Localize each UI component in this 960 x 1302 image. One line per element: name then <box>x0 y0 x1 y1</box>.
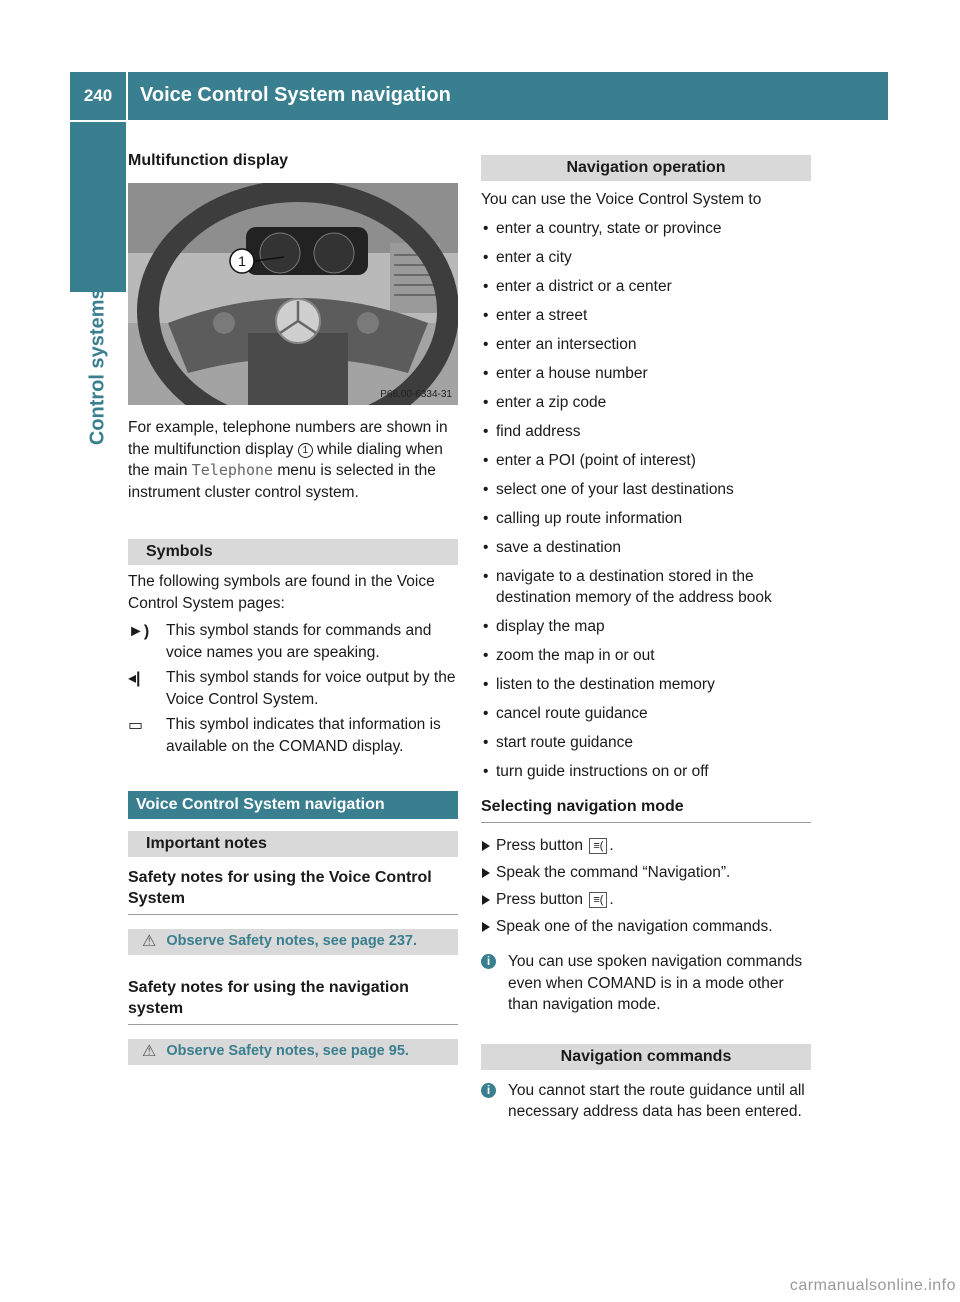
left-column <box>128 150 458 1065</box>
navigation-commands-heading: Navigation commands <box>481 1044 811 1070</box>
instruction-step: Speak one of the navigation commands. <box>481 916 811 938</box>
right-column <box>481 155 811 1123</box>
safety-vcs-heading: Safety notes for using the Voice Control System <box>128 867 458 915</box>
safety-vcs-warning: ⚠ Observe Safety notes, see page 237. <box>128 929 458 955</box>
info-icon: i <box>481 954 496 969</box>
list-item: • turn guide instructions on or off <box>481 761 811 783</box>
navigation-operation-heading: Navigation operation <box>481 155 811 181</box>
info-note-spoken: i You can use spoken navigation commands even when COMAND is in a mode other than navigation mode. <box>481 951 811 1016</box>
list-item: • enter a city <box>481 247 811 269</box>
selecting-mode-heading: Selecting navigation mode <box>481 796 811 823</box>
instruction-step: Press button ≡( . <box>481 889 811 911</box>
symbols-list <box>128 620 458 757</box>
list-item: • enter a house number <box>481 363 811 385</box>
list-item: • enter an intersection <box>481 334 811 356</box>
navigation-operation-list <box>481 218 811 783</box>
speaker-output-icon: ◂| <box>128 670 141 687</box>
page-number: 240 <box>70 72 126 120</box>
list-item: • enter a street <box>481 305 811 327</box>
info-icon: i <box>481 1083 496 1098</box>
callout-1-icon: 1 <box>298 443 313 458</box>
list-item: • enter a zip code <box>481 392 811 414</box>
photo-code: P68.00-6334-31 <box>380 389 452 400</box>
multifunction-heading: Multifunction display <box>128 152 288 169</box>
important-notes-heading: Important notes <box>128 831 458 857</box>
list-item: • navigate to a destination stored in the destination memory of the address book <box>481 566 811 609</box>
display-screen-icon: ▭ <box>128 717 144 734</box>
warning-triangle-icon: ⚠ <box>142 933 157 951</box>
list-item: • cancel route guidance <box>481 703 811 725</box>
selecting-mode-steps <box>481 835 811 938</box>
symbol-description: This symbol stands for commands and voice names you are speaking. <box>166 622 432 661</box>
symbol-description: This symbol indicates that information is available on the COMAND display. <box>166 716 441 755</box>
page-title: Voice Control System navigation <box>128 72 888 120</box>
voice-control-button-icon: ≡( <box>589 892 607 908</box>
photo-callout-1: 1 <box>238 253 246 269</box>
list-item: • enter a POI (point of interest) <box>481 450 811 472</box>
list-item: • find address <box>481 421 811 443</box>
side-tab <box>70 122 126 292</box>
footer-watermark: carmanualsonline.info <box>789 1276 956 1294</box>
list-item: • start route guidance <box>481 732 811 754</box>
vcs-navigation-heading: Voice Control System navigation <box>128 791 458 819</box>
list-item: • save a destination <box>481 537 811 559</box>
safety-nav-heading: Safety notes for using the navigation system <box>128 977 458 1025</box>
info-note-route: i You cannot start the route guidance until all necessary address data has been entered. <box>481 1080 811 1123</box>
list-item: • select one of your last destinations <box>481 479 811 501</box>
symbols-intro: The following symbols are found in the Voice Control System pages: <box>128 573 435 612</box>
speaking-person-icon: ►) <box>128 623 150 640</box>
symbol-description: This symbol stands for voice output by the Voice Control System. <box>166 669 456 708</box>
voice-control-button-icon: ≡( <box>589 838 607 854</box>
steering-wheel-photo <box>128 183 458 405</box>
side-section-label: Control systems <box>86 288 109 446</box>
list-item: • enter a district or a center <box>481 276 811 298</box>
symbol-row <box>128 620 458 663</box>
multifunction-description: For example, telephone numbers are shown in the multifunction display 1 while dialing when the main Telephone menu is selected in the instrument cluster control system. <box>128 419 448 501</box>
instruction-step: Speak the command “Navigation”. <box>481 862 811 884</box>
symbol-row <box>128 714 458 757</box>
list-item: • calling up route information <box>481 508 811 530</box>
list-item: • listen to the destination memory <box>481 674 811 696</box>
warning-triangle-icon: ⚠ <box>142 1043 157 1061</box>
list-item: • zoom the map in or out <box>481 645 811 667</box>
symbols-heading: Symbols <box>128 539 458 565</box>
navigation-operation-intro: You can use the Voice Control System to <box>481 191 762 208</box>
list-item: • enter a country, state or province <box>481 218 811 240</box>
instruction-step: Press button ≡( . <box>481 835 811 857</box>
safety-nav-warning: ⚠ Observe Safety notes, see page 95. <box>128 1039 458 1065</box>
list-item: • display the map <box>481 616 811 638</box>
symbol-row <box>128 667 458 710</box>
